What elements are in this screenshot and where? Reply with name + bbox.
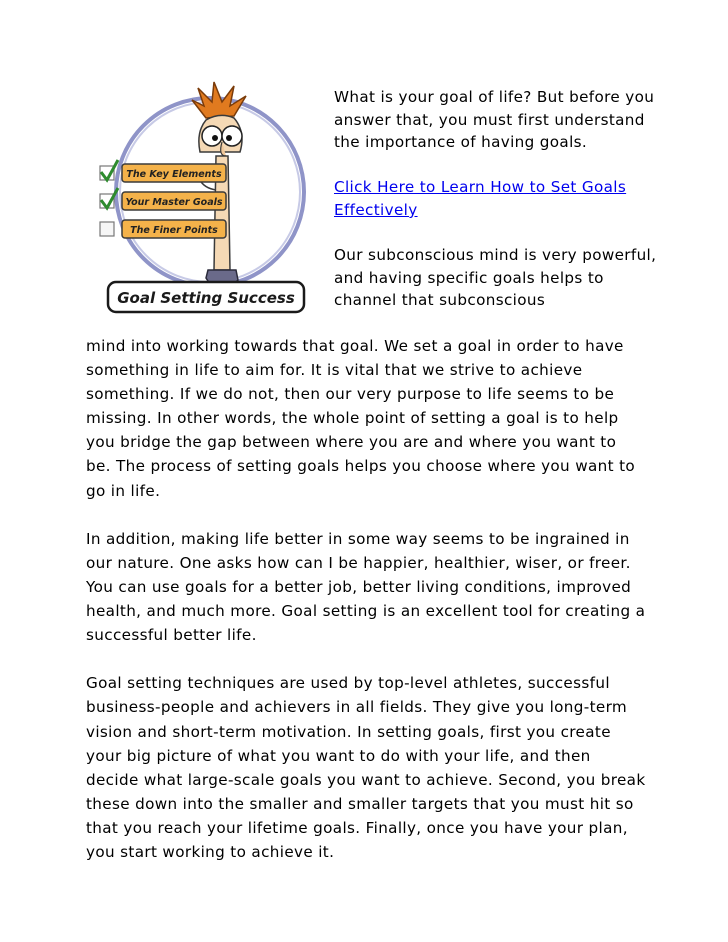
- intro-question: What is your goal of life? But before you answer that, you must first understand the importance of having goals.: [334, 88, 655, 152]
- sign-master-goals: [122, 192, 226, 210]
- paragraph-1: mind into working towards that goal. We set a goal in order to have something in life to aim for. It is vital that we strive to achieve something. If we do not, then our very purpose to life seems to be missing. In other words, the whole point of setting a goal is to help you bridge the gap between where you are and where you want to be. The process of setting goals helps you choose where you want to go in life.: [86, 337, 636, 500]
- cartoon-character: [192, 82, 246, 284]
- sign-label: The Key Elements: [126, 169, 222, 180]
- intro-paragraph-start: Our subconscious mind is very powerful, and having specific goals helps to channel that subconscious: [334, 246, 657, 310]
- goal-setting-illustration: [88, 60, 320, 328]
- goal-setting-banner: [108, 282, 304, 312]
- banner-title: Goal Setting Success: [117, 289, 295, 307]
- paragraph-2: In addition, making life better in some way seems to be ingrained in our nature. One asks how can I be happier, healthier, wiser, or freer. You can use goals for a better job, better living conditions, improved health, and much more. Goal setting is an excellent tool for creating a successful better life.: [86, 529, 646, 645]
- sign-key-elements: [122, 164, 226, 182]
- intro-column: [334, 86, 664, 312]
- main-body: [86, 334, 646, 864]
- sign-label: Your Master Goals: [125, 197, 223, 208]
- sign-finer-points: [122, 220, 226, 238]
- sign-label: The Finer Points: [130, 225, 218, 236]
- checkbox-finer-points: [100, 222, 114, 236]
- paragraph-3: Goal setting techniques are used by top-level athletes, successful business-people and achievers in all fields. They give you long-term vision and short-term motivation. In setting goals, first you create your big picture of what you want to do with your life, and then decide what large-scale goals you want to achieve. Second, you break these down into the smaller and smaller targets that you must hit so that you reach your lifetime goals. Finally, once you have your plan, you start working to achieve it.: [86, 674, 646, 861]
- learn-goals-link[interactable]: Click Here to Learn How to Set Goals Effectively: [334, 178, 627, 219]
